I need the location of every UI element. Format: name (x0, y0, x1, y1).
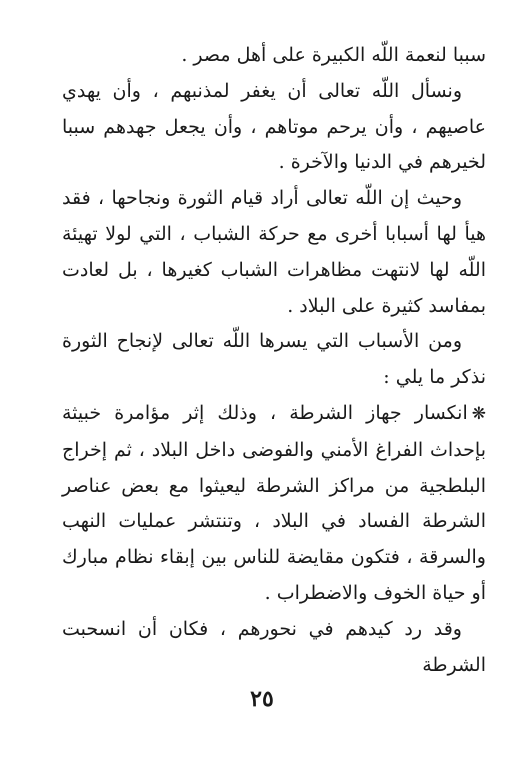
page-number: ٢٥ (250, 686, 274, 712)
bullet-icon: ❋ (471, 403, 486, 424)
paragraph-6: وقد رد كيدهم في نحورهم ، فكان أن انسحبت الشرطة (62, 617, 486, 676)
paragraph-3: وحيث إن اللّه تعالى أراد قيام الثورة ونجاحها ، فقد هيأ لها أسبابا أخرى مع حركة الشباب ، التي لولا تهيئة اللّه لها لانتهت مظاهرات الشباب كغيرها ، بل لعادت بمفاسد كثيرة على البلاد . (62, 187, 486, 317)
paragraph-1: سببا لنعمة اللّه الكبيرة على أهل مصر . (181, 44, 486, 66)
bullet-paragraph-text: انكسار جهاز الشرطة ، وذلك إثر مؤامرة خبيثة بإحداث الفراغ الأمني والفوضى داخل البلاد ، ثم إخراج البلطجية من مراكز الشرطة ليعيثوا مع بعض عناصر الشرطة الفساد في البلاد ، وتنتشر عمليات النهب والسرقة ، فتكون مقايضة للناس بين إبقاء نظام مبارك أو حياة الخوف والاضطراب . (62, 401, 486, 604)
paragraph-2: ونسأل اللّه تعالى أن يغفر لمذنبهم ، وأن يهدي عاصيهم ، وأن يرحم موتاهم ، وأن يجعل جهدهم سببا لخيرهم في الدنيا والآخرة . (62, 79, 486, 174)
paragraph-4: ومن الأسباب التي يسرها اللّه تعالى لإنجاح الثورة نذكر ما يلي : (62, 330, 486, 389)
body-text (62, 38, 486, 683)
bullet-paragraph (62, 396, 486, 612)
